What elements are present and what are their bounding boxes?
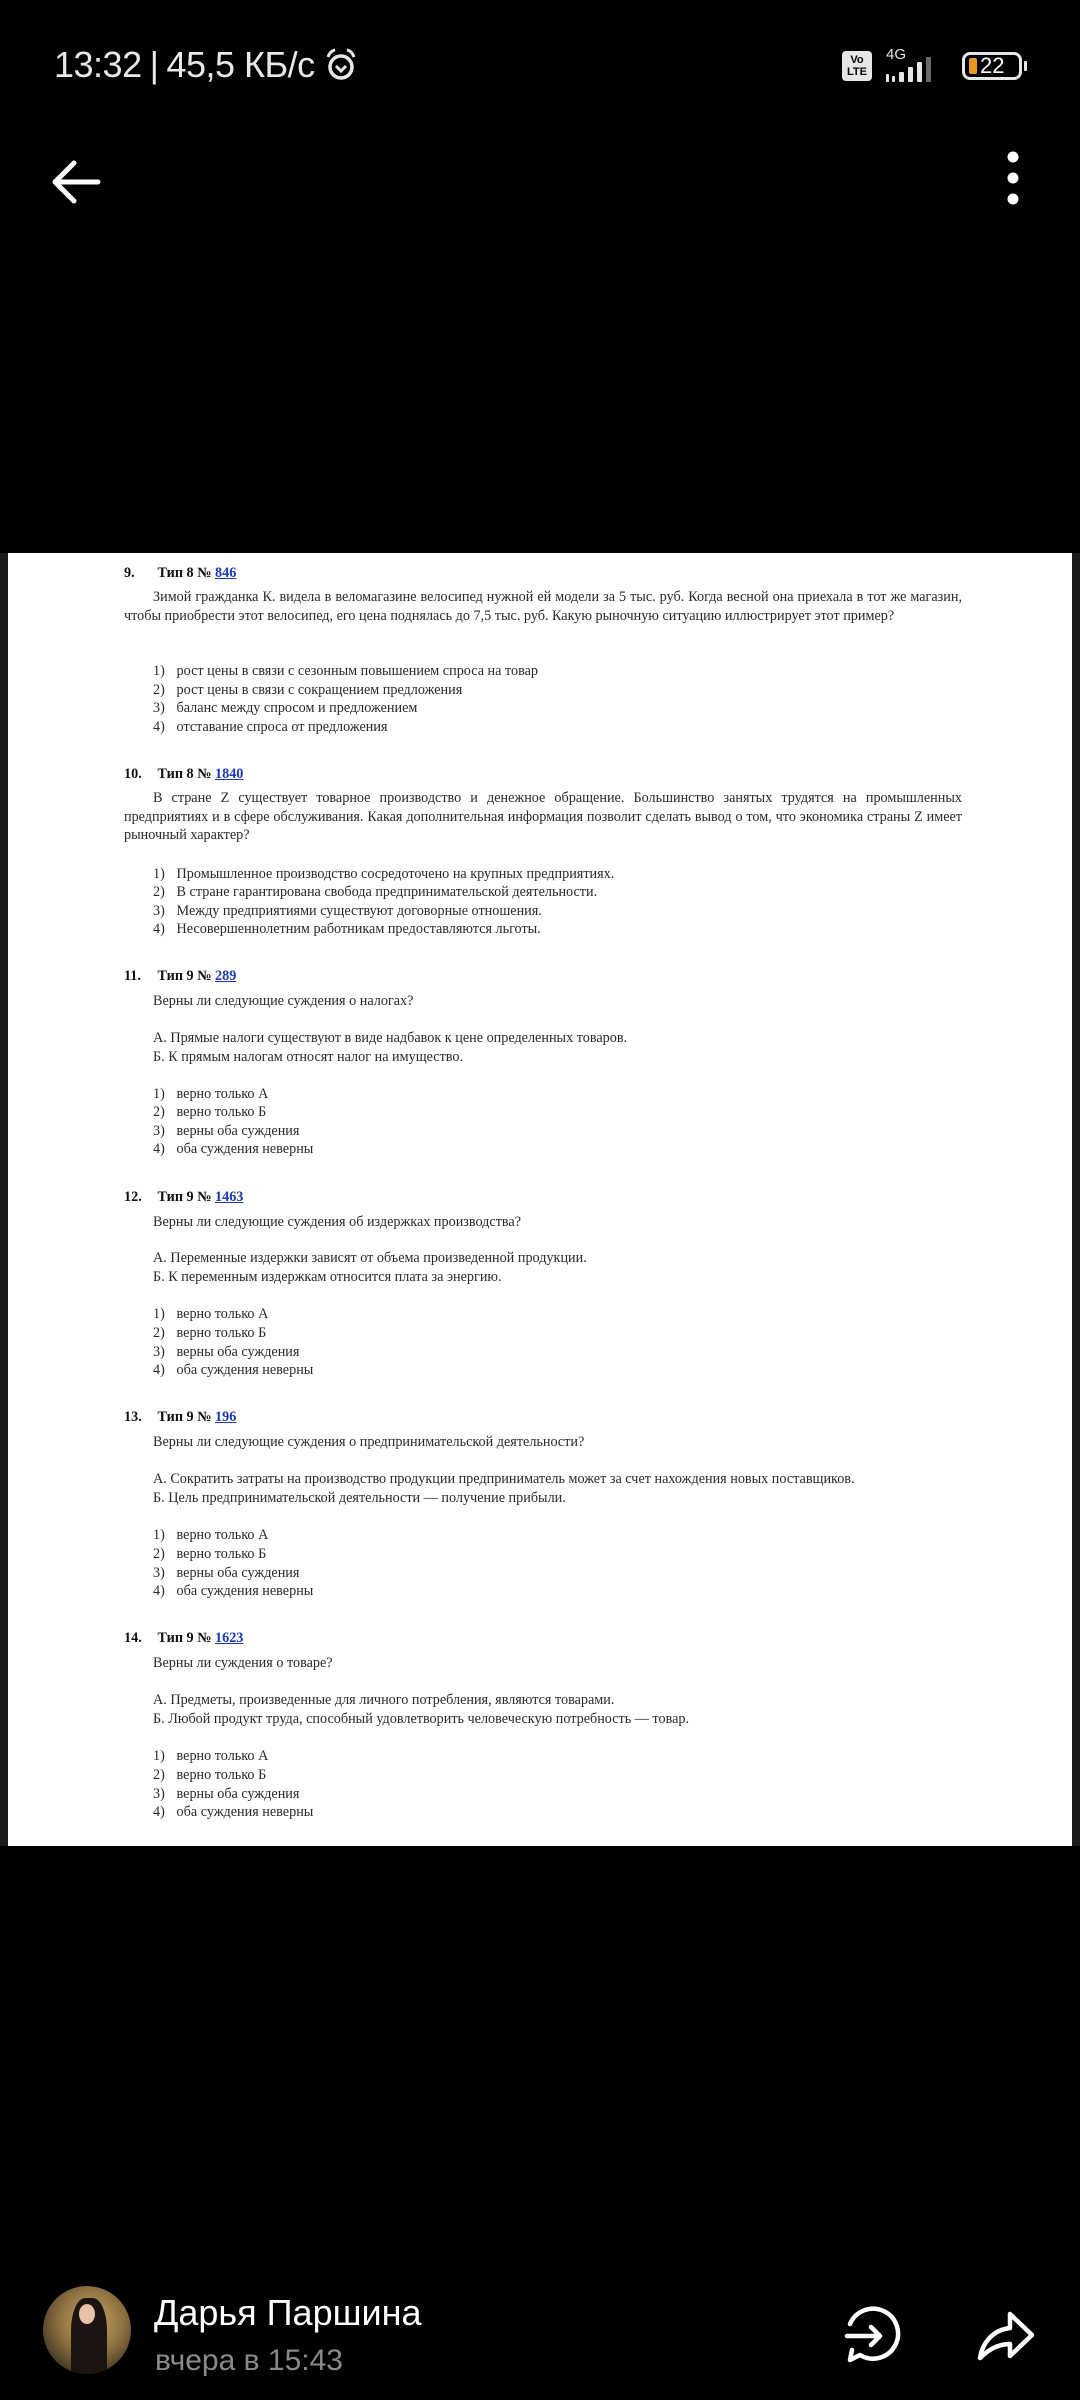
question-text: Верны ли следующие суждения об издержках производства? xyxy=(153,1214,522,1230)
document-image[interactable] xyxy=(8,553,1072,1846)
answer-option: 4) оба суждения неверны xyxy=(153,1141,314,1157)
answer-option: 2) В стране гарантирована свобода предпринимательской деятельности. xyxy=(153,884,598,900)
more-options-button[interactable] xyxy=(990,150,1036,206)
answer-option: 3) верны оба суждения xyxy=(153,1565,300,1581)
answer-option: 4) оба суждения неверны xyxy=(153,1362,314,1378)
statement-b: Б. Любой продукт труда, способный удовлетворить человеческую потребность — товар. xyxy=(153,1711,690,1727)
answer-option: 3) верны оба суждения xyxy=(153,1344,300,1360)
answer-option: 4) отставание спроса от предложения xyxy=(153,719,388,735)
answer-option: 3) верны оба суждения xyxy=(153,1123,300,1139)
answer-option: 2) рост цены в связи с сокращением предложения xyxy=(153,682,463,698)
question-number: 12. xyxy=(124,1189,142,1205)
answer-option: 3) Между предприятиями существуют договорные отношения. xyxy=(153,903,542,919)
question-text: Верны ли следующие суждения о предпринимательской деятельности? xyxy=(153,1434,585,1450)
question-number: 13. xyxy=(124,1409,142,1425)
more-vertical-icon xyxy=(990,150,1036,206)
statement-b: Б. К переменным издержкам относится плата за энергию. xyxy=(153,1269,502,1285)
question-type: Тип 9 № xyxy=(157,968,212,984)
back-button[interactable] xyxy=(44,150,108,214)
question-link[interactable]: 1840 xyxy=(215,766,244,782)
answer-option: 2) верно только Б xyxy=(153,1546,267,1562)
statement-a: А. Прямые налоги существуют в виде надбавок к цене определенных товаров. xyxy=(153,1030,628,1046)
author-avatar[interactable] xyxy=(43,2286,131,2374)
statement-a: А. Сократить затраты на производство продукции предприниматель может за счет нахождения новых поставщиков. xyxy=(153,1471,855,1487)
question-type: Тип 9 № xyxy=(157,1409,212,1425)
question-number: 9. xyxy=(124,565,135,581)
answer-option: 1) верно только А xyxy=(153,1086,269,1102)
answer-option: 1) рост цены в связи с сезонным повышением спроса на товар xyxy=(153,663,538,679)
author-name[interactable]: Дарья Паршина xyxy=(154,2292,422,2333)
battery-icon xyxy=(962,52,1022,80)
volte-top: Vo xyxy=(850,54,864,66)
status-time: 13:32 xyxy=(54,44,142,85)
question-link[interactable]: 1463 xyxy=(215,1189,244,1205)
network-type: 4G xyxy=(886,46,907,63)
question-text: Верны ли суждения о товаре? xyxy=(153,1655,333,1671)
question-header xyxy=(124,967,236,985)
status-bar-left xyxy=(54,44,359,86)
answer-option: 4) Несовершеннолетним работникам предоставляются льготы. xyxy=(153,921,541,937)
question-header xyxy=(124,765,243,783)
signal-icon xyxy=(882,48,952,84)
statement-a: А. Предметы, произведенные для личного потребления, являются товарами. xyxy=(153,1692,615,1708)
question-number: 14. xyxy=(124,1630,142,1646)
answer-option: 2) верно только Б xyxy=(153,1767,267,1783)
answer-option: 1) верно только А xyxy=(153,1306,269,1322)
question-number: 11. xyxy=(124,968,141,984)
answer-option: 3) верны оба суждения xyxy=(153,1786,300,1802)
statement-b: Б. Цель предпринимательской деятельности — получение прибыли. xyxy=(153,1490,566,1506)
share-arrow-icon xyxy=(970,2300,1040,2370)
answer-option: 1) верно только А xyxy=(153,1748,269,1764)
statement-b: Б. К прямым налогам относят налог на имущество. xyxy=(153,1049,464,1065)
answer-option: 4) оба суждения неверны xyxy=(153,1804,314,1820)
question-header xyxy=(124,564,236,582)
answer-option: 3) баланс между спросом и предложением xyxy=(153,700,418,716)
question-header xyxy=(124,1408,236,1426)
question-type: Тип 9 № xyxy=(157,1630,212,1646)
alarm-icon xyxy=(323,47,359,83)
answer-option: 2) верно только Б xyxy=(153,1325,267,1341)
answer-option: 4) оба суждения неверны xyxy=(153,1583,314,1599)
share-button[interactable] xyxy=(970,2300,1040,2370)
question-number: 10. xyxy=(124,766,142,782)
answer-option: 2) верно только Б xyxy=(153,1104,267,1120)
question-header xyxy=(124,1188,243,1206)
question-link[interactable]: 846 xyxy=(215,565,237,581)
status-bar-right xyxy=(842,46,1022,86)
statement-a: А. Переменные издержки зависят от объема произведенной продукции. xyxy=(153,1250,587,1266)
volte-icon xyxy=(842,51,872,81)
arrow-left-icon xyxy=(44,150,108,214)
question-link[interactable]: 289 xyxy=(215,968,237,984)
share-to-chat-icon xyxy=(838,2300,908,2370)
network-speed: 45,5 КБ/с xyxy=(166,44,315,85)
question-link[interactable]: 1623 xyxy=(215,1630,244,1646)
answer-option: 1) Промышленное производство сосредоточено на крупных предприятиях. xyxy=(153,866,615,882)
question-header xyxy=(124,1629,243,1647)
question-type: Тип 8 № xyxy=(157,766,212,782)
question-text: В стране Z существует товарное производство и денежное обращение. Большинство занятых трудятся на промышленных предприятиях и в сфере обслуживания. Какая дополнительная информация позволит сделать вывод о том, что экономика страны Z имеет рыночный характер? xyxy=(124,790,962,844)
volte-bottom: LTE xyxy=(847,66,867,78)
question-link[interactable]: 196 xyxy=(215,1409,237,1425)
question-type: Тип 9 № xyxy=(157,1189,212,1205)
question-type: Тип 8 № xyxy=(157,565,212,581)
share-to-chat-button[interactable] xyxy=(838,2300,908,2370)
question-text: Верны ли следующие суждения о налогах? xyxy=(153,993,414,1009)
status-separator: | xyxy=(149,44,159,85)
question-text: Зимой гражданка К. видела в веломагазине велосипед нужной ей модели за 5 тыс. руб. Когда весной она приехала в тот же магазин, чтобы приобрести этот велосипед, его цена поднялась до 7,5 тыс. руб. Какую рыночную ситуацию иллюстрирует этот пример? xyxy=(124,589,962,624)
battery-fill xyxy=(969,58,977,74)
answer-option: 1) верно только А xyxy=(153,1527,269,1543)
battery-level: 22 xyxy=(980,53,1005,78)
post-time: вчера в 15:43 xyxy=(155,2344,343,2377)
